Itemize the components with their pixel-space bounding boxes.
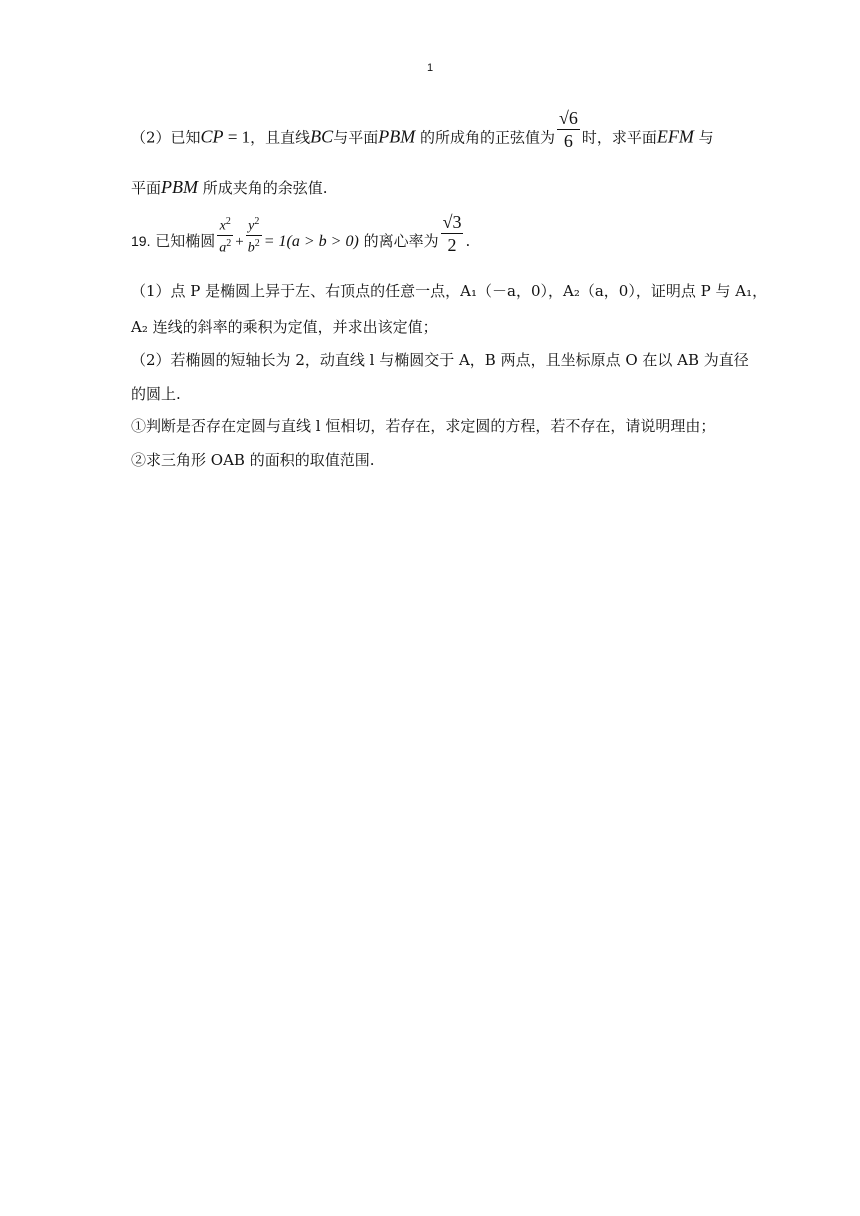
q19-end: .	[465, 232, 471, 251]
fraction-denominator-6: 6	[563, 131, 573, 151]
math-pbm-2: PBM	[161, 177, 198, 197]
sqrt-3-radicand: 3	[452, 211, 462, 232]
plus-sign: +	[235, 234, 244, 251]
q18-text-3: 的所成角的正弦值为	[419, 128, 555, 147]
q18-part2-line1	[131, 108, 731, 152]
var-b: b	[247, 240, 255, 256]
q19-part1-line2: A₂ 连线的斜率的乘积为定值，并求出该定值；	[131, 318, 438, 336]
page-number: 1	[426, 62, 434, 74]
q19-intro: 已知椭圆	[155, 232, 216, 251]
q18-line2-a: 平面	[131, 179, 162, 197]
q19-sub1: ①判断是否存在定圆与直线 l 恒相切，若存在，求定圆的方程，若不存在，请说明理由；	[131, 417, 716, 435]
fraction-denominator-2: 2	[447, 234, 457, 255]
q18-text-5: 与	[698, 128, 714, 147]
q19-sub2: ②求三角形 OAB 的面积的取值范围.	[131, 451, 375, 469]
sqrt-6-radicand: 6	[568, 108, 578, 128]
fraction-x2-over-a2: $\frac{x^2}{a^2}$	[219, 216, 232, 256]
math-cp: CP	[200, 126, 224, 147]
math-eq1: = 1	[223, 127, 251, 147]
q19-number: 19.	[131, 233, 151, 250]
math-bc: BC	[310, 126, 334, 147]
q18-line2-b: 所成夹角的余弦值.	[202, 179, 328, 197]
math-pbm: PBM	[378, 126, 416, 147]
math-efm: EFM	[656, 126, 694, 147]
fraction-sqrt3-over-2: $\frac{√3}{2}$	[442, 211, 462, 255]
fraction-sqrt6-over-6: $\frac{√6}{6}$	[558, 108, 578, 151]
q18-text-4: 时，求平面	[581, 128, 657, 147]
q18-part2-line2	[131, 177, 731, 198]
q18-part2-label: （2）已知	[131, 128, 201, 147]
var-y: y	[248, 218, 255, 234]
ellipse-condition: = 1(a > b > 0)	[263, 233, 359, 251]
q18-text-2: 与平面	[333, 128, 379, 147]
fraction-y2-over-b2: $\frac{y^2}{b^2}$	[247, 216, 260, 256]
q19-part1-line1: （1）点 P 是椭圆上异于左、右顶点的任意一点，A₁（－a，0），A₂（a，0），证明点 P 与 A₁，	[131, 282, 768, 300]
q19-part2-line2: 的圆上.	[131, 385, 181, 403]
var-x: x	[219, 218, 226, 234]
q18-text-1: ，且直线	[250, 128, 311, 147]
q19-part2-line1: （2）若椭圆的短轴长为 2，动直线 l 与椭圆交于 A，B 两点，且坐标原点 O 在以 AB 为直径	[131, 351, 749, 369]
q19-statement	[131, 211, 731, 256]
var-a: a	[219, 240, 227, 256]
q19-ecc-text: 的离心率为	[363, 232, 439, 251]
